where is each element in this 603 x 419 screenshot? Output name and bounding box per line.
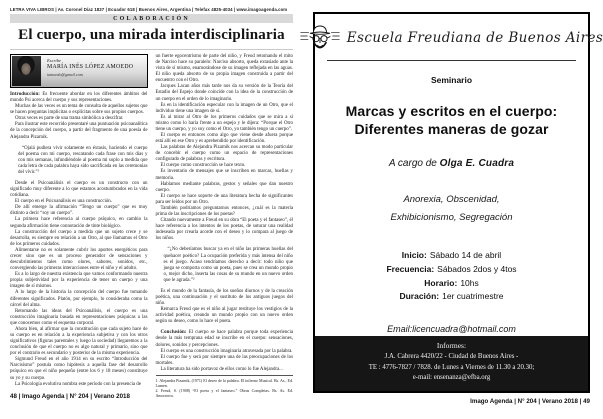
event-type-label: Seminario (430, 75, 473, 85)
seminar-topic-line: Anorexia, Obscenidad, (403, 194, 500, 206)
article-column-1 (10, 54, 148, 389)
masthead-contact-line: LETRA VIVA LIBROS | Av. Coronel Díaz 1837 | Ecuador 618 | Buenos Aires, Argentina | Telefax 4825-4034 | www.imagoagenda.com (10, 7, 288, 12)
body-paragraph: un fuerte egocentrismo de parte del niño, y Freud retomando el mito de Narciso hace su paralelo: Narciso absorto, queda extasiado ante la vista de sí mismo, enamorándose de su imagen reflejada en las aguas. El niño queda absorto de su propia imagen construida a partir del encuentro con el Otro. (155, 54, 293, 84)
freud-portrait-icon (300, 23, 340, 53)
article-title: El cuerpo, una mirada interdisciplinaria (10, 23, 293, 50)
seminar-title-line: Marcas y escritos en el cuerpo: (345, 103, 558, 119)
footnote: 1. Alejandra Pizarnik, (1971) El deseo de la palabra. El infierno Musical. Bs. As., Ed. Lumen. (155, 377, 293, 389)
body-paragraph: La construcción del cuerpo a medida que un sujeto crece y se desarrolla, es siempre en relación a un Otro, al que llamamos el Otro de los primeros cuidados. (10, 229, 148, 247)
body-paragraph: La literatura ha sido portavoz de ellos como lo fue Alejandra... (160, 366, 283, 372)
lecturer-prefix: A cargo de (388, 158, 440, 170)
page-number-left: 48 | Imago Agenda | N° 204 | Verano 2018 (10, 393, 130, 400)
byline-label: Escribe (47, 58, 62, 63)
informes-line: J.A. Cabrera 4420/22 - Ciudad de Buenos Aires - (384, 353, 519, 361)
informes-line: TE : 4776-7827 / 7828. de Lunes a Viernes de 11.30 a 20.30; (368, 363, 535, 371)
body-paragraph: Retomando las ideas del Psicoanálisis, el cuerpo es una construcción imaginaria basada en representaciones psíquicas a las que conocemos como el esquema corporal. (10, 308, 148, 326)
magazine-left-page (10, 7, 293, 400)
informes-band (315, 336, 588, 391)
seminar-details (315, 249, 588, 303)
section-label: COLABORACIÓN (113, 15, 190, 22)
footnote: 2. Freud, S. (1908) “El poeta y el fantaseo.” Obras Completas. Bs. As. Ed. Amorrortu. (155, 388, 293, 399)
lecturer-name: Olga E. Cuadra (439, 158, 515, 170)
author-name: MARÍA INÉS LÓPEZ AMOEDO (47, 63, 134, 70)
seminar-detail-line: Frecuencia: Sábados 2dos y 4tos (386, 264, 517, 275)
body-paragraph: Alimentarse no es solamente cubrir los aportes energéticos para crecer sino que es un proceso generador de sensaciones y descubrimientos tales como olores, sabores, sonidos, etc., convergiendo las primeras interacciones entre el niño y el adulto. (10, 247, 148, 272)
body-paragraph: Es al mirar al Otro de los primeros cuidados que se mira a sí mismo como lo haría frente a un espejo y le dijera: “Porque el Otro tiene un cuerpo, y yo soy como el Otro, yo también tengo un cuerpo”. (155, 114, 293, 132)
body-paragraph: El cuerpo se hace soporte de una literatura hecha de significantes para ser leídos por un Otro. (155, 193, 293, 205)
article-column-2 (155, 54, 294, 399)
body-paragraph: “¿No deberíamos buscar ya en el niño las primeras huellas del quehacer poético? La ocupación preferida y más intensa del niño es el juego. Acaso tendríamos derecho a decir: todo niño que juega se comporta como un poeta, pues se crea un mundo propio o, mejor dicho, inserta las cosas de su mundo en un nuevo orden que le agrada.”² (163, 247, 293, 283)
body-paragraph: Ahora bien, al afirmar que la constitución que cada sujeto hace de su cuerpo es en relación a la experiencia subjetiva y con los otros significativos (figuras parentales y luego la sociedad) llegaremos a la conclusión de que el cuerpo no es algo natural y primario, sino que por el contrario es secundario y posterior de la misma experiencia. (10, 326, 148, 357)
seminar-topic-line: Exhibicionismo, Segregación (390, 212, 513, 224)
footnote-list (156, 378, 294, 399)
body-paragraph: Conclusión: El cuerpo se hace palabra porque toda experiencia desde la más temprana edad se inscribe en el cuerpo: sensaciones, dolores, sonidos y percepciones. (155, 330, 293, 348)
section-band (10, 14, 293, 23)
body-paragraph: Muchas de las veces es un tema de consulta de aquellos sujetos que se hacen preguntas implícitas o explícitas sobre sus propios cuerpos. (10, 104, 148, 116)
body-paragraph: También podríamos preguntarnos entonces, ¿cuál es la materia prima de las inscripciones de los poetas? (155, 205, 293, 218)
page-number-right: Imago Agenda | N° 204 | Verano 2018 | 49 (470, 398, 590, 405)
informes-heading: Informes: (436, 341, 467, 351)
school-name: Escuela Freudiana de Buenos Aires (346, 30, 603, 46)
body-paragraph: Es el mundo de la fantasía, de los sueños diurnos y de la creación poética, una continuación y el sustituto de los antiguos juegos del niño. (155, 288, 293, 307)
seminar-title-line: Diferentes maneras de gozar (354, 121, 549, 138)
body-paragraph: El cuerpo en el Psicoanálisis es una construcción. (15, 199, 112, 205)
body-paragraph: El cuerpo fue y será por siempre una de las preocupaciones de los mortales. (155, 354, 293, 366)
column-2-paragraphs (156, 54, 294, 373)
body-paragraph: El cuerpo es una construcción imaginaria atravesada por la palabra. (160, 348, 293, 354)
body-paragraph: De allí emerge la afirmación “Tengo un cuerpo” que es muy distinto a decir “soy un cuerpo”. (10, 205, 148, 217)
author-photo (12, 56, 41, 86)
body-paragraph: Remarca Freud que es el niño al jugar restituye los vestigios de la actividad poética, creando un mundo propio con un nuevo orden según su deseo, como lo hace el poeta. (155, 307, 293, 325)
body-paragraph: La primera hace referencia al cuerpo psíquico, en cambio la segunda afirmación tiene connotación de tinte biológico. (10, 217, 148, 229)
body-paragraph: “Ojalá pudiera vivir solamente en éxtasis, haciendo el cuerpo del poema con mi cuerpo, rescatando cada frase con mis días y con mis semanas, infundiéndole al poema mi soplo a medida que cada letra de cada palabra haya sido sacrificada en las ceremonias del vivir.”¹ (18, 145, 148, 175)
footnotes-block (156, 373, 294, 399)
author-meta (42, 55, 138, 87)
body-paragraph: La Psicología evolutiva nombra este período con la presencia de (15, 381, 141, 387)
body-paragraph: Jacques Lacan años más tarde nos da su versión de la Teoría del Estadio del Espejo donde coincide con la idea de la construcción de un cuerpo en el orden de lo imaginario. (155, 84, 293, 102)
body-paragraph: Otras veces es parte de una trama simbólica a descifrar. (15, 116, 124, 122)
body-paragraph: Es en la identificación especular con la imagen de un Otro, que el individuo tiene una imagen de sí. (155, 102, 293, 114)
body-paragraph: Para ilustrar este recorrido presentaré una puntuación psicoanalítica de la concepción del cuerpo, a partir del fragmento de una poesía de Alejandra Pizarnik. (10, 122, 148, 140)
body-paragraph: Es inventario de mensajes que se inscriben en marcas, huellas y memoria. (155, 169, 293, 181)
seminar-email: Email:licencuadra@hotmail.com (387, 323, 516, 334)
body-paragraph: Hablamos mediante palabras, gestos y señales que dan nuestro cuerpo. (155, 181, 293, 193)
informes-line: e-mail: ensenanza@efba.org (412, 373, 491, 381)
seminar-ad-box (313, 12, 603, 393)
logo-divider (327, 60, 576, 61)
lecturer-line (315, 158, 588, 169)
body-paragraph: El cuerpo es entonces como algo que viene desde afuera porque está allí en ese Otro y es aprehendido por identificación. (155, 133, 293, 145)
seminar-detail-line: Inicio: Sábado 14 de abril (401, 250, 502, 261)
seminar-detail-line: Duración: 1er cuatrimestre (399, 291, 504, 302)
body-paragraph: Es a lo largo de nuestra existencia que vamos conformando nuestra propia subjetividad por la experiencia de tener un cuerpo y una imagen de sí mismos. (10, 272, 148, 290)
footnote-rule (156, 375, 294, 376)
body-paragraph: Sigmund Freud en el año 1914 en su escrito “Introducción del Narcisismo” postula como hipótesis a aquella fase del desarrollo psíquico en que el niño pequeño (entre los 6 y 18 meses) constituye su yo y su cuerpo. (10, 357, 148, 381)
seminar-title (315, 102, 588, 138)
body-paragraph: Desde el Psicoanálisis el cuerpo es un constructo con un significado muy diferente a lo que estamos acostumbrados en la vida cotidiana. (10, 181, 148, 199)
seminar-topics (315, 191, 588, 227)
author-email: iamoedo@gmail.com (47, 71, 83, 77)
body-paragraph: Las palabras de Alejandra Pizarnik nos acercan su modo particular de concebir el cuerpo como un espacio de representaciones configurado de palabras y escritura. (155, 145, 293, 163)
column-1-paragraphs (10, 92, 148, 388)
body-paragraph: A lo largo de la historia la concepción del cuerpo fue tomando diferentes significados. Platón, por ejemplo, lo consideraba como la cárcel del alma. (10, 290, 148, 308)
body-paragraph: El cuerpo como construcción se hace texto. (160, 163, 246, 169)
author-box (10, 54, 148, 88)
school-logo-row (325, 23, 603, 53)
body-paragraph: Introducción: Es frecuente abordar en los diferentes ámbitos del mundo Psi acerca del cuerpo y sus representaciones. (10, 92, 148, 104)
body-paragraph: Citando nuevamente a Freud en su obra “El poeta y el fantaseo”, él hace referencia a los intentos de los poetas, de suturar una realidad indeseada por crearla acorde con el deseo y lo compara al juego de los niños. (155, 218, 293, 242)
informes-lines (321, 352, 582, 383)
seminar-detail-line: Horario: 10hs (424, 277, 479, 288)
